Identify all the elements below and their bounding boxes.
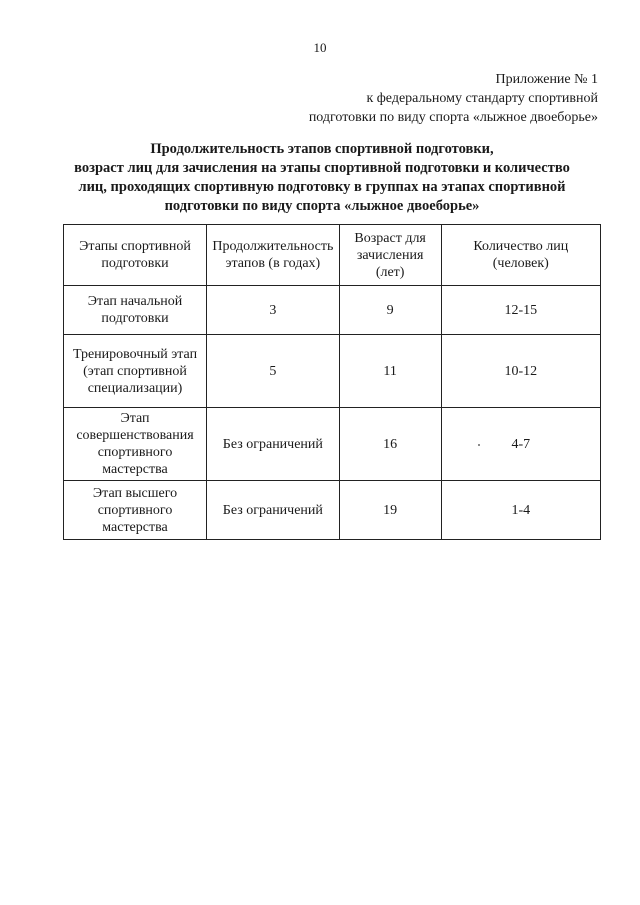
cell-count: 10-12 [441, 335, 600, 408]
page-number: 10 [313, 40, 327, 55]
appendix-line-2: к федеральному стандарту спортивной [366, 91, 598, 106]
cell-age: 16 [339, 408, 441, 481]
title-line-2: возраст лиц для зачисления на этапы спортивной подготовки и количество [74, 160, 570, 176]
appendix-line-3: подготовки по виду спорта «лыжное двоеборье» [308, 110, 598, 125]
cell-count: 4-7 [441, 408, 600, 481]
cell-duration: 3 [207, 286, 340, 335]
header-duration: Продолжительность этапов (в годах) [207, 225, 340, 286]
cell-age: 19 [339, 481, 441, 540]
title-line-3: лиц, проходящих спортивную подготовку в группах на этапах спортивной [78, 179, 566, 195]
cell-count: 1-4 [441, 481, 600, 540]
cell-stage: Этап совершенствования спортивного мастерства [64, 408, 207, 481]
table-row [64, 335, 601, 408]
header-age: Возраст для зачисления (лет) [339, 225, 441, 286]
cell-duration: Без ограничений [207, 481, 340, 540]
table-row [64, 286, 601, 335]
cell-stage: Этап высшего спортивного мастерства [64, 481, 207, 540]
cell-duration: Без ограничений [207, 408, 340, 481]
title-line-4: подготовки по виду спорта «лыжное двоеборье» [164, 198, 480, 214]
cell-count: 12-15 [441, 286, 600, 335]
cell-age: 9 [339, 286, 441, 335]
table-header-row [64, 225, 601, 286]
cell-stage: Тренировочный этап (этап спортивной специализации) [64, 335, 207, 408]
header-stage: Этапы спортивной подготовки [64, 225, 207, 286]
document-title [52, 140, 592, 216]
cell-age: 11 [339, 335, 441, 408]
appendix-line-1: Приложение № 1 [495, 72, 598, 87]
sports-stages-table [63, 224, 601, 540]
table-row [64, 408, 601, 481]
title-line-1: Продолжительность этапов спортивной подготовки, [150, 141, 494, 157]
header-count: Количество лиц (человек) [441, 225, 600, 286]
appendix-header [309, 70, 598, 127]
cell-duration: 5 [207, 335, 340, 408]
table-row [64, 481, 601, 540]
cell-stage: Этап начальной подготовки [64, 286, 207, 335]
